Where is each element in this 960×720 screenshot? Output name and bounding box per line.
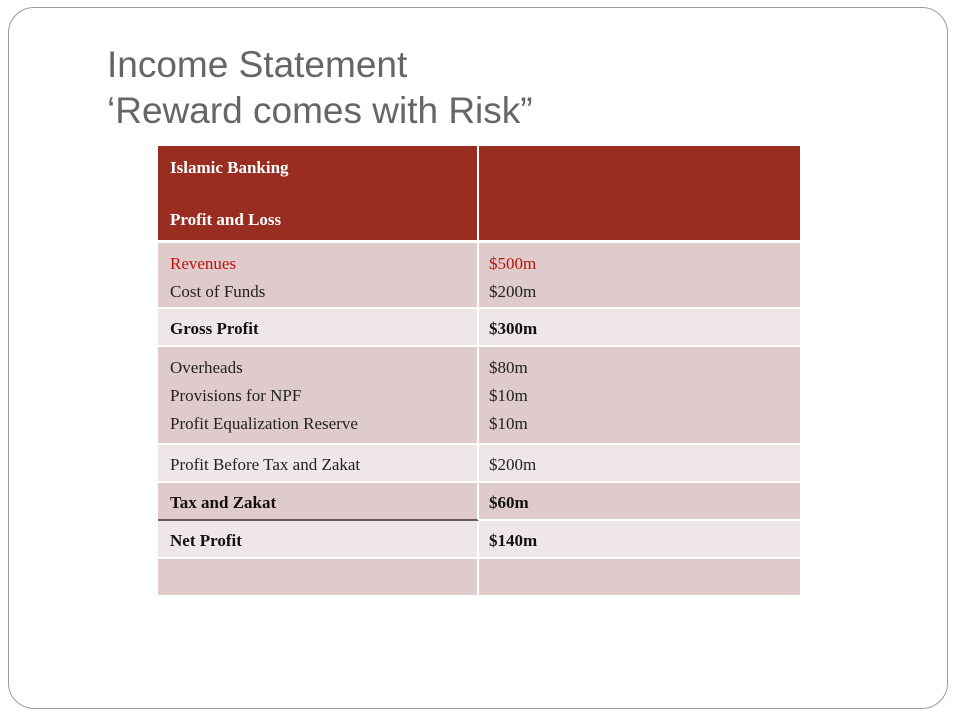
profit-before-tax-label: Profit Before Tax and Zakat xyxy=(170,455,361,474)
empty-cell xyxy=(479,559,800,597)
provisions-label: Provisions for NPF xyxy=(170,386,302,405)
row-value-cell xyxy=(479,445,800,483)
gross-profit-label: Gross Profit xyxy=(170,319,259,338)
row-label-cell xyxy=(158,309,479,347)
revenues-label: Revenues xyxy=(170,254,237,273)
profit-before-tax-value: $200m xyxy=(489,455,537,474)
profit-equalization-label: Profit Equalization Reserve xyxy=(170,414,358,433)
profit-equalization-value: $10m xyxy=(489,414,528,433)
row-label-cell xyxy=(158,483,479,521)
cost-of-funds-label: Cost of Funds xyxy=(170,282,266,301)
provisions-value: $10m xyxy=(489,386,528,405)
tax-zakat-value: $60m xyxy=(489,493,529,512)
net-profit-value: $140m xyxy=(489,531,538,550)
title-line-2: ‘Reward comes with Risk” xyxy=(107,90,533,131)
table-row xyxy=(158,521,800,559)
table-header-row xyxy=(158,146,800,243)
title-line-1: Income Statement xyxy=(107,44,408,85)
row-label-cell xyxy=(158,445,479,483)
slide-title xyxy=(107,42,867,134)
table-row xyxy=(158,347,800,445)
row-label-cell xyxy=(158,521,479,559)
row-value-cell xyxy=(479,521,800,559)
header-pl-label: Profit and Loss xyxy=(170,210,282,229)
table-row xyxy=(158,483,800,521)
empty-cell xyxy=(158,559,479,597)
gross-profit-value: $300m xyxy=(489,319,538,338)
table-row xyxy=(158,243,800,309)
row-label-cell xyxy=(158,347,479,445)
table-row xyxy=(158,559,800,597)
row-value-cell xyxy=(479,347,800,445)
profit-loss-table xyxy=(158,146,800,597)
tax-zakat-label: Tax and Zakat xyxy=(170,493,277,512)
row-label-cell xyxy=(158,243,479,309)
row-value-cell xyxy=(479,243,800,309)
row-value-cell xyxy=(479,309,800,347)
header-cell-left xyxy=(158,146,479,243)
row-value-cell xyxy=(479,483,800,521)
net-profit-label: Net Profit xyxy=(170,531,242,550)
header-bank-label: Islamic Banking xyxy=(170,158,289,177)
overheads-label: Overheads xyxy=(170,358,243,377)
revenues-value: $500m xyxy=(489,254,537,273)
header-cell-right xyxy=(479,146,800,243)
overheads-value: $80m xyxy=(489,358,528,377)
table-row xyxy=(158,309,800,347)
cost-of-funds-value: $200m xyxy=(489,282,537,301)
table-row xyxy=(158,445,800,483)
